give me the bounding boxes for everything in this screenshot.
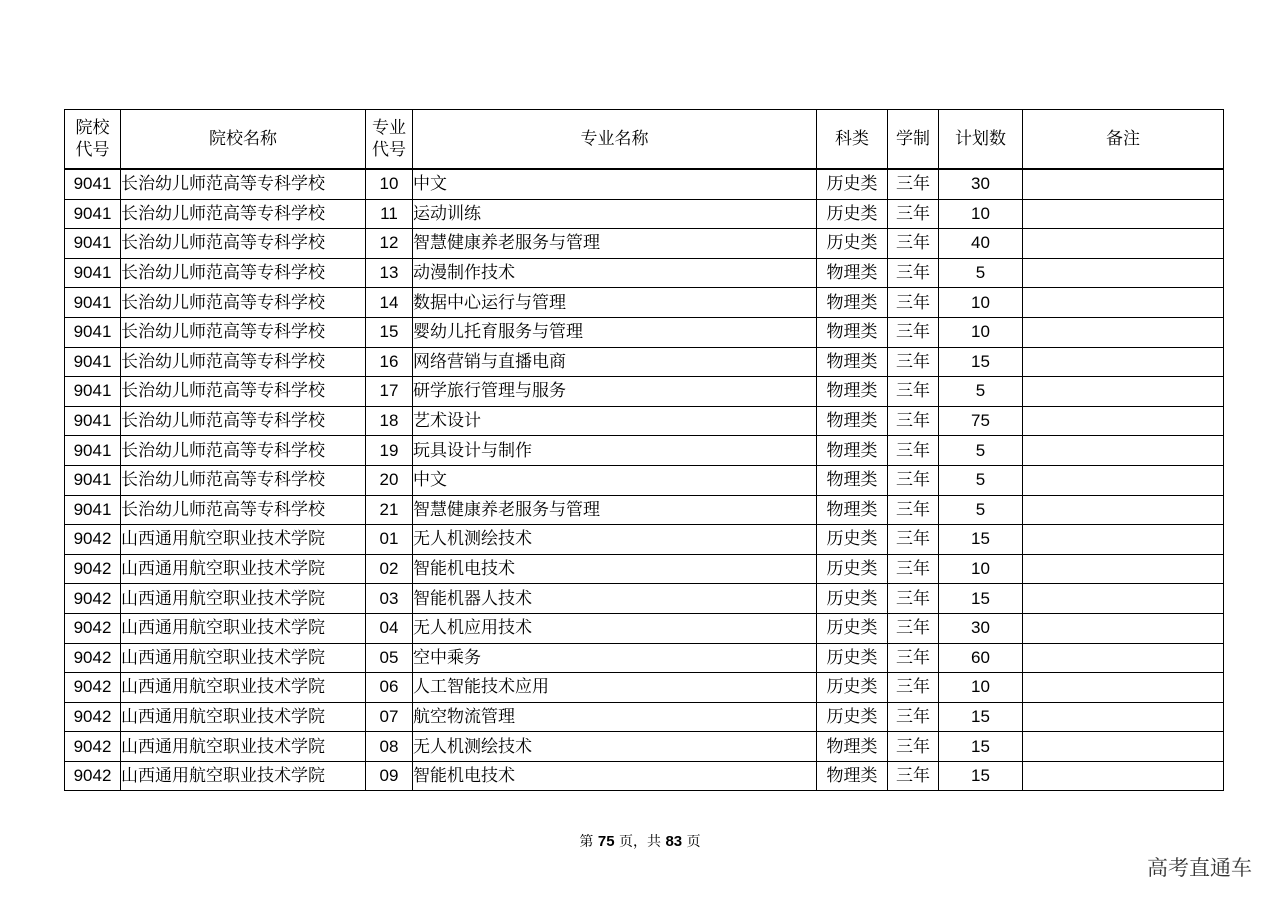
cell-school-name: 长治幼儿师范高等专科学校 xyxy=(121,229,366,259)
cell-category: 物理类 xyxy=(817,436,888,466)
cell-major-code: 16 xyxy=(366,347,413,377)
cell-category: 历史类 xyxy=(817,199,888,229)
cell-school-name: 山西通用航空职业技术学院 xyxy=(121,584,366,614)
cell-remark xyxy=(1023,465,1224,495)
cell-duration: 三年 xyxy=(888,613,939,643)
cell-major-name: 研学旅行管理与服务 xyxy=(413,377,817,407)
cell-major-name: 智能机电技术 xyxy=(413,761,817,791)
cell-category: 历史类 xyxy=(817,554,888,584)
cell-remark xyxy=(1023,317,1224,347)
table-row xyxy=(65,643,1224,673)
cell-school-name: 长治幼儿师范高等专科学校 xyxy=(121,258,366,288)
cell-category: 历史类 xyxy=(817,525,888,555)
cell-major-code: 18 xyxy=(366,406,413,436)
table-row xyxy=(65,584,1224,614)
cell-plan: 30 xyxy=(939,613,1023,643)
cell-remark xyxy=(1023,554,1224,584)
header-school-name: 院校名称 xyxy=(121,110,366,170)
table-row xyxy=(65,732,1224,762)
cell-major-name: 人工智能技术应用 xyxy=(413,673,817,703)
cell-major-name: 动漫制作技术 xyxy=(413,258,817,288)
cell-duration: 三年 xyxy=(888,436,939,466)
cell-plan: 15 xyxy=(939,347,1023,377)
cell-major-name: 中文 xyxy=(413,465,817,495)
cell-plan: 10 xyxy=(939,673,1023,703)
cell-duration: 三年 xyxy=(888,347,939,377)
cell-remark xyxy=(1023,732,1224,762)
table-row xyxy=(65,525,1224,555)
cell-major-code: 20 xyxy=(366,465,413,495)
table-row xyxy=(65,377,1224,407)
cell-school-name: 长治幼儿师范高等专科学校 xyxy=(121,169,366,199)
cell-major-name: 艺术设计 xyxy=(413,406,817,436)
table-row xyxy=(65,347,1224,377)
cell-plan: 15 xyxy=(939,702,1023,732)
cell-major-code: 14 xyxy=(366,288,413,318)
page-footer xyxy=(0,831,1280,851)
cell-school-name: 长治幼儿师范高等专科学校 xyxy=(121,347,366,377)
cell-duration: 三年 xyxy=(888,584,939,614)
cell-duration: 三年 xyxy=(888,199,939,229)
cell-category: 历史类 xyxy=(817,229,888,259)
cell-major-code: 10 xyxy=(366,169,413,199)
cell-duration: 三年 xyxy=(888,229,939,259)
cell-major-name: 数据中心运行与管理 xyxy=(413,288,817,318)
table-body xyxy=(65,169,1224,791)
cell-major-name: 无人机测绘技术 xyxy=(413,732,817,762)
cell-remark xyxy=(1023,761,1224,791)
cell-school-code: 9042 xyxy=(65,732,121,762)
cell-plan: 10 xyxy=(939,199,1023,229)
cell-category: 物理类 xyxy=(817,732,888,762)
cell-major-code: 17 xyxy=(366,377,413,407)
header-plan: 计划数 xyxy=(939,110,1023,170)
table-row xyxy=(65,258,1224,288)
table-row xyxy=(65,702,1224,732)
cell-plan: 10 xyxy=(939,288,1023,318)
cell-school-code: 9042 xyxy=(65,613,121,643)
cell-category: 物理类 xyxy=(817,761,888,791)
cell-school-code: 9041 xyxy=(65,199,121,229)
cell-school-name: 山西通用航空职业技术学院 xyxy=(121,554,366,584)
cell-plan: 15 xyxy=(939,525,1023,555)
cell-plan: 5 xyxy=(939,436,1023,466)
cell-major-code: 01 xyxy=(366,525,413,555)
table-row xyxy=(65,406,1224,436)
header-major-code: 专业 代号 xyxy=(366,110,413,170)
cell-plan: 5 xyxy=(939,495,1023,525)
cell-remark xyxy=(1023,584,1224,614)
header-category: 科类 xyxy=(817,110,888,170)
footer-middle: 页，共 xyxy=(619,834,661,850)
cell-category: 历史类 xyxy=(817,643,888,673)
cell-major-code: 13 xyxy=(366,258,413,288)
cell-duration: 三年 xyxy=(888,465,939,495)
cell-category: 物理类 xyxy=(817,258,888,288)
cell-major-code: 11 xyxy=(366,199,413,229)
cell-school-code: 9041 xyxy=(65,317,121,347)
table-row xyxy=(65,288,1224,318)
cell-major-name: 空中乘务 xyxy=(413,643,817,673)
cell-major-name: 网络营销与直播电商 xyxy=(413,347,817,377)
cell-major-code: 03 xyxy=(366,584,413,614)
cell-school-code: 9041 xyxy=(65,288,121,318)
cell-school-code: 9042 xyxy=(65,643,121,673)
cell-major-code: 05 xyxy=(366,643,413,673)
cell-major-code: 07 xyxy=(366,702,413,732)
table-row xyxy=(65,436,1224,466)
cell-school-name: 山西通用航空职业技术学院 xyxy=(121,673,366,703)
cell-remark xyxy=(1023,288,1224,318)
cell-category: 历史类 xyxy=(817,702,888,732)
cell-remark xyxy=(1023,525,1224,555)
cell-plan: 10 xyxy=(939,317,1023,347)
cell-remark xyxy=(1023,258,1224,288)
table-row xyxy=(65,554,1224,584)
cell-category: 物理类 xyxy=(817,495,888,525)
header-remark: 备注 xyxy=(1023,110,1224,170)
table-row xyxy=(65,761,1224,791)
cell-school-code: 9041 xyxy=(65,169,121,199)
cell-plan: 5 xyxy=(939,258,1023,288)
cell-school-code: 9042 xyxy=(65,584,121,614)
cell-remark xyxy=(1023,377,1224,407)
cell-school-name: 长治幼儿师范高等专科学校 xyxy=(121,377,366,407)
cell-major-code: 19 xyxy=(366,436,413,466)
cell-major-code: 21 xyxy=(366,495,413,525)
cell-category: 物理类 xyxy=(817,317,888,347)
footer-total-pages: 83 xyxy=(665,833,683,850)
enrollment-plan-table xyxy=(64,109,1224,791)
footer-prefix: 第 xyxy=(579,834,594,850)
cell-duration: 三年 xyxy=(888,169,939,199)
table-row xyxy=(65,199,1224,229)
cell-remark xyxy=(1023,643,1224,673)
cell-school-name: 长治幼儿师范高等专科学校 xyxy=(121,436,366,466)
header-row xyxy=(65,110,1224,170)
cell-major-name: 智能机器人技术 xyxy=(413,584,817,614)
cell-remark xyxy=(1023,347,1224,377)
cell-school-code: 9041 xyxy=(65,229,121,259)
cell-school-name: 长治幼儿师范高等专科学校 xyxy=(121,317,366,347)
cell-school-code: 9042 xyxy=(65,761,121,791)
cell-category: 物理类 xyxy=(817,377,888,407)
cell-duration: 三年 xyxy=(888,702,939,732)
cell-school-name: 山西通用航空职业技术学院 xyxy=(121,761,366,791)
cell-major-name: 婴幼儿托育服务与管理 xyxy=(413,317,817,347)
cell-remark xyxy=(1023,229,1224,259)
table-row xyxy=(65,465,1224,495)
cell-category: 历史类 xyxy=(817,584,888,614)
watermark: 高考直通车 xyxy=(1147,856,1252,880)
cell-plan: 75 xyxy=(939,406,1023,436)
cell-duration: 三年 xyxy=(888,554,939,584)
cell-school-name: 山西通用航空职业技术学院 xyxy=(121,732,366,762)
table-row xyxy=(65,317,1224,347)
cell-school-name: 长治幼儿师范高等专科学校 xyxy=(121,406,366,436)
cell-plan: 60 xyxy=(939,643,1023,673)
cell-major-code: 04 xyxy=(366,613,413,643)
cell-school-name: 长治幼儿师范高等专科学校 xyxy=(121,288,366,318)
cell-remark xyxy=(1023,406,1224,436)
table-row xyxy=(65,229,1224,259)
cell-duration: 三年 xyxy=(888,258,939,288)
cell-remark xyxy=(1023,495,1224,525)
cell-major-code: 06 xyxy=(366,673,413,703)
cell-major-code: 08 xyxy=(366,732,413,762)
cell-category: 历史类 xyxy=(817,673,888,703)
cell-remark xyxy=(1023,702,1224,732)
cell-category: 物理类 xyxy=(817,347,888,377)
cell-duration: 三年 xyxy=(888,317,939,347)
cell-major-name: 运动训练 xyxy=(413,199,817,229)
cell-major-name: 无人机应用技术 xyxy=(413,613,817,643)
cell-school-name: 长治幼儿师范高等专科学校 xyxy=(121,465,366,495)
cell-school-code: 9041 xyxy=(65,495,121,525)
cell-remark xyxy=(1023,169,1224,199)
cell-major-name: 玩具设计与制作 xyxy=(413,436,817,466)
cell-plan: 15 xyxy=(939,761,1023,791)
cell-duration: 三年 xyxy=(888,732,939,762)
header-duration: 学制 xyxy=(888,110,939,170)
cell-remark xyxy=(1023,613,1224,643)
cell-major-code: 02 xyxy=(366,554,413,584)
header-school-code: 院校 代号 xyxy=(65,110,121,170)
cell-school-name: 山西通用航空职业技术学院 xyxy=(121,525,366,555)
cell-school-code: 9042 xyxy=(65,554,121,584)
cell-duration: 三年 xyxy=(888,406,939,436)
header-major-name: 专业名称 xyxy=(413,110,817,170)
cell-school-code: 9042 xyxy=(65,525,121,555)
cell-major-name: 中文 xyxy=(413,169,817,199)
cell-major-name: 智能机电技术 xyxy=(413,554,817,584)
cell-duration: 三年 xyxy=(888,643,939,673)
cell-major-code: 15 xyxy=(366,317,413,347)
table-row xyxy=(65,673,1224,703)
cell-remark xyxy=(1023,673,1224,703)
cell-major-name: 智慧健康养老服务与管理 xyxy=(413,229,817,259)
cell-duration: 三年 xyxy=(888,761,939,791)
cell-school-name: 山西通用航空职业技术学院 xyxy=(121,702,366,732)
cell-school-code: 9041 xyxy=(65,347,121,377)
cell-major-name: 无人机测绘技术 xyxy=(413,525,817,555)
cell-major-code: 09 xyxy=(366,761,413,791)
cell-school-code: 9042 xyxy=(65,673,121,703)
cell-duration: 三年 xyxy=(888,495,939,525)
cell-duration: 三年 xyxy=(888,673,939,703)
footer-current-page: 75 xyxy=(597,833,615,850)
footer-suffix: 页 xyxy=(686,834,701,850)
cell-plan: 30 xyxy=(939,169,1023,199)
table-row xyxy=(65,613,1224,643)
cell-remark xyxy=(1023,199,1224,229)
cell-school-name: 山西通用航空职业技术学院 xyxy=(121,643,366,673)
cell-major-name: 航空物流管理 xyxy=(413,702,817,732)
cell-plan: 15 xyxy=(939,732,1023,762)
cell-school-code: 9041 xyxy=(65,406,121,436)
cell-plan: 5 xyxy=(939,377,1023,407)
cell-duration: 三年 xyxy=(888,377,939,407)
cell-category: 历史类 xyxy=(817,613,888,643)
cell-major-code: 12 xyxy=(366,229,413,259)
cell-category: 物理类 xyxy=(817,288,888,318)
cell-category: 物理类 xyxy=(817,406,888,436)
cell-school-code: 9041 xyxy=(65,377,121,407)
cell-school-name: 长治幼儿师范高等专科学校 xyxy=(121,199,366,229)
cell-school-name: 山西通用航空职业技术学院 xyxy=(121,613,366,643)
cell-remark xyxy=(1023,436,1224,466)
cell-school-code: 9041 xyxy=(65,436,121,466)
cell-school-code: 9041 xyxy=(65,258,121,288)
cell-school-code: 9042 xyxy=(65,702,121,732)
table-header xyxy=(65,110,1224,170)
cell-plan: 10 xyxy=(939,554,1023,584)
cell-category: 历史类 xyxy=(817,169,888,199)
table-row xyxy=(65,169,1224,199)
cell-plan: 5 xyxy=(939,465,1023,495)
cell-plan: 15 xyxy=(939,584,1023,614)
table-row xyxy=(65,495,1224,525)
cell-duration: 三年 xyxy=(888,525,939,555)
cell-duration: 三年 xyxy=(888,288,939,318)
cell-school-code: 9041 xyxy=(65,465,121,495)
cell-school-name: 长治幼儿师范高等专科学校 xyxy=(121,495,366,525)
cell-plan: 40 xyxy=(939,229,1023,259)
cell-category: 物理类 xyxy=(817,465,888,495)
cell-major-name: 智慧健康养老服务与管理 xyxy=(413,495,817,525)
